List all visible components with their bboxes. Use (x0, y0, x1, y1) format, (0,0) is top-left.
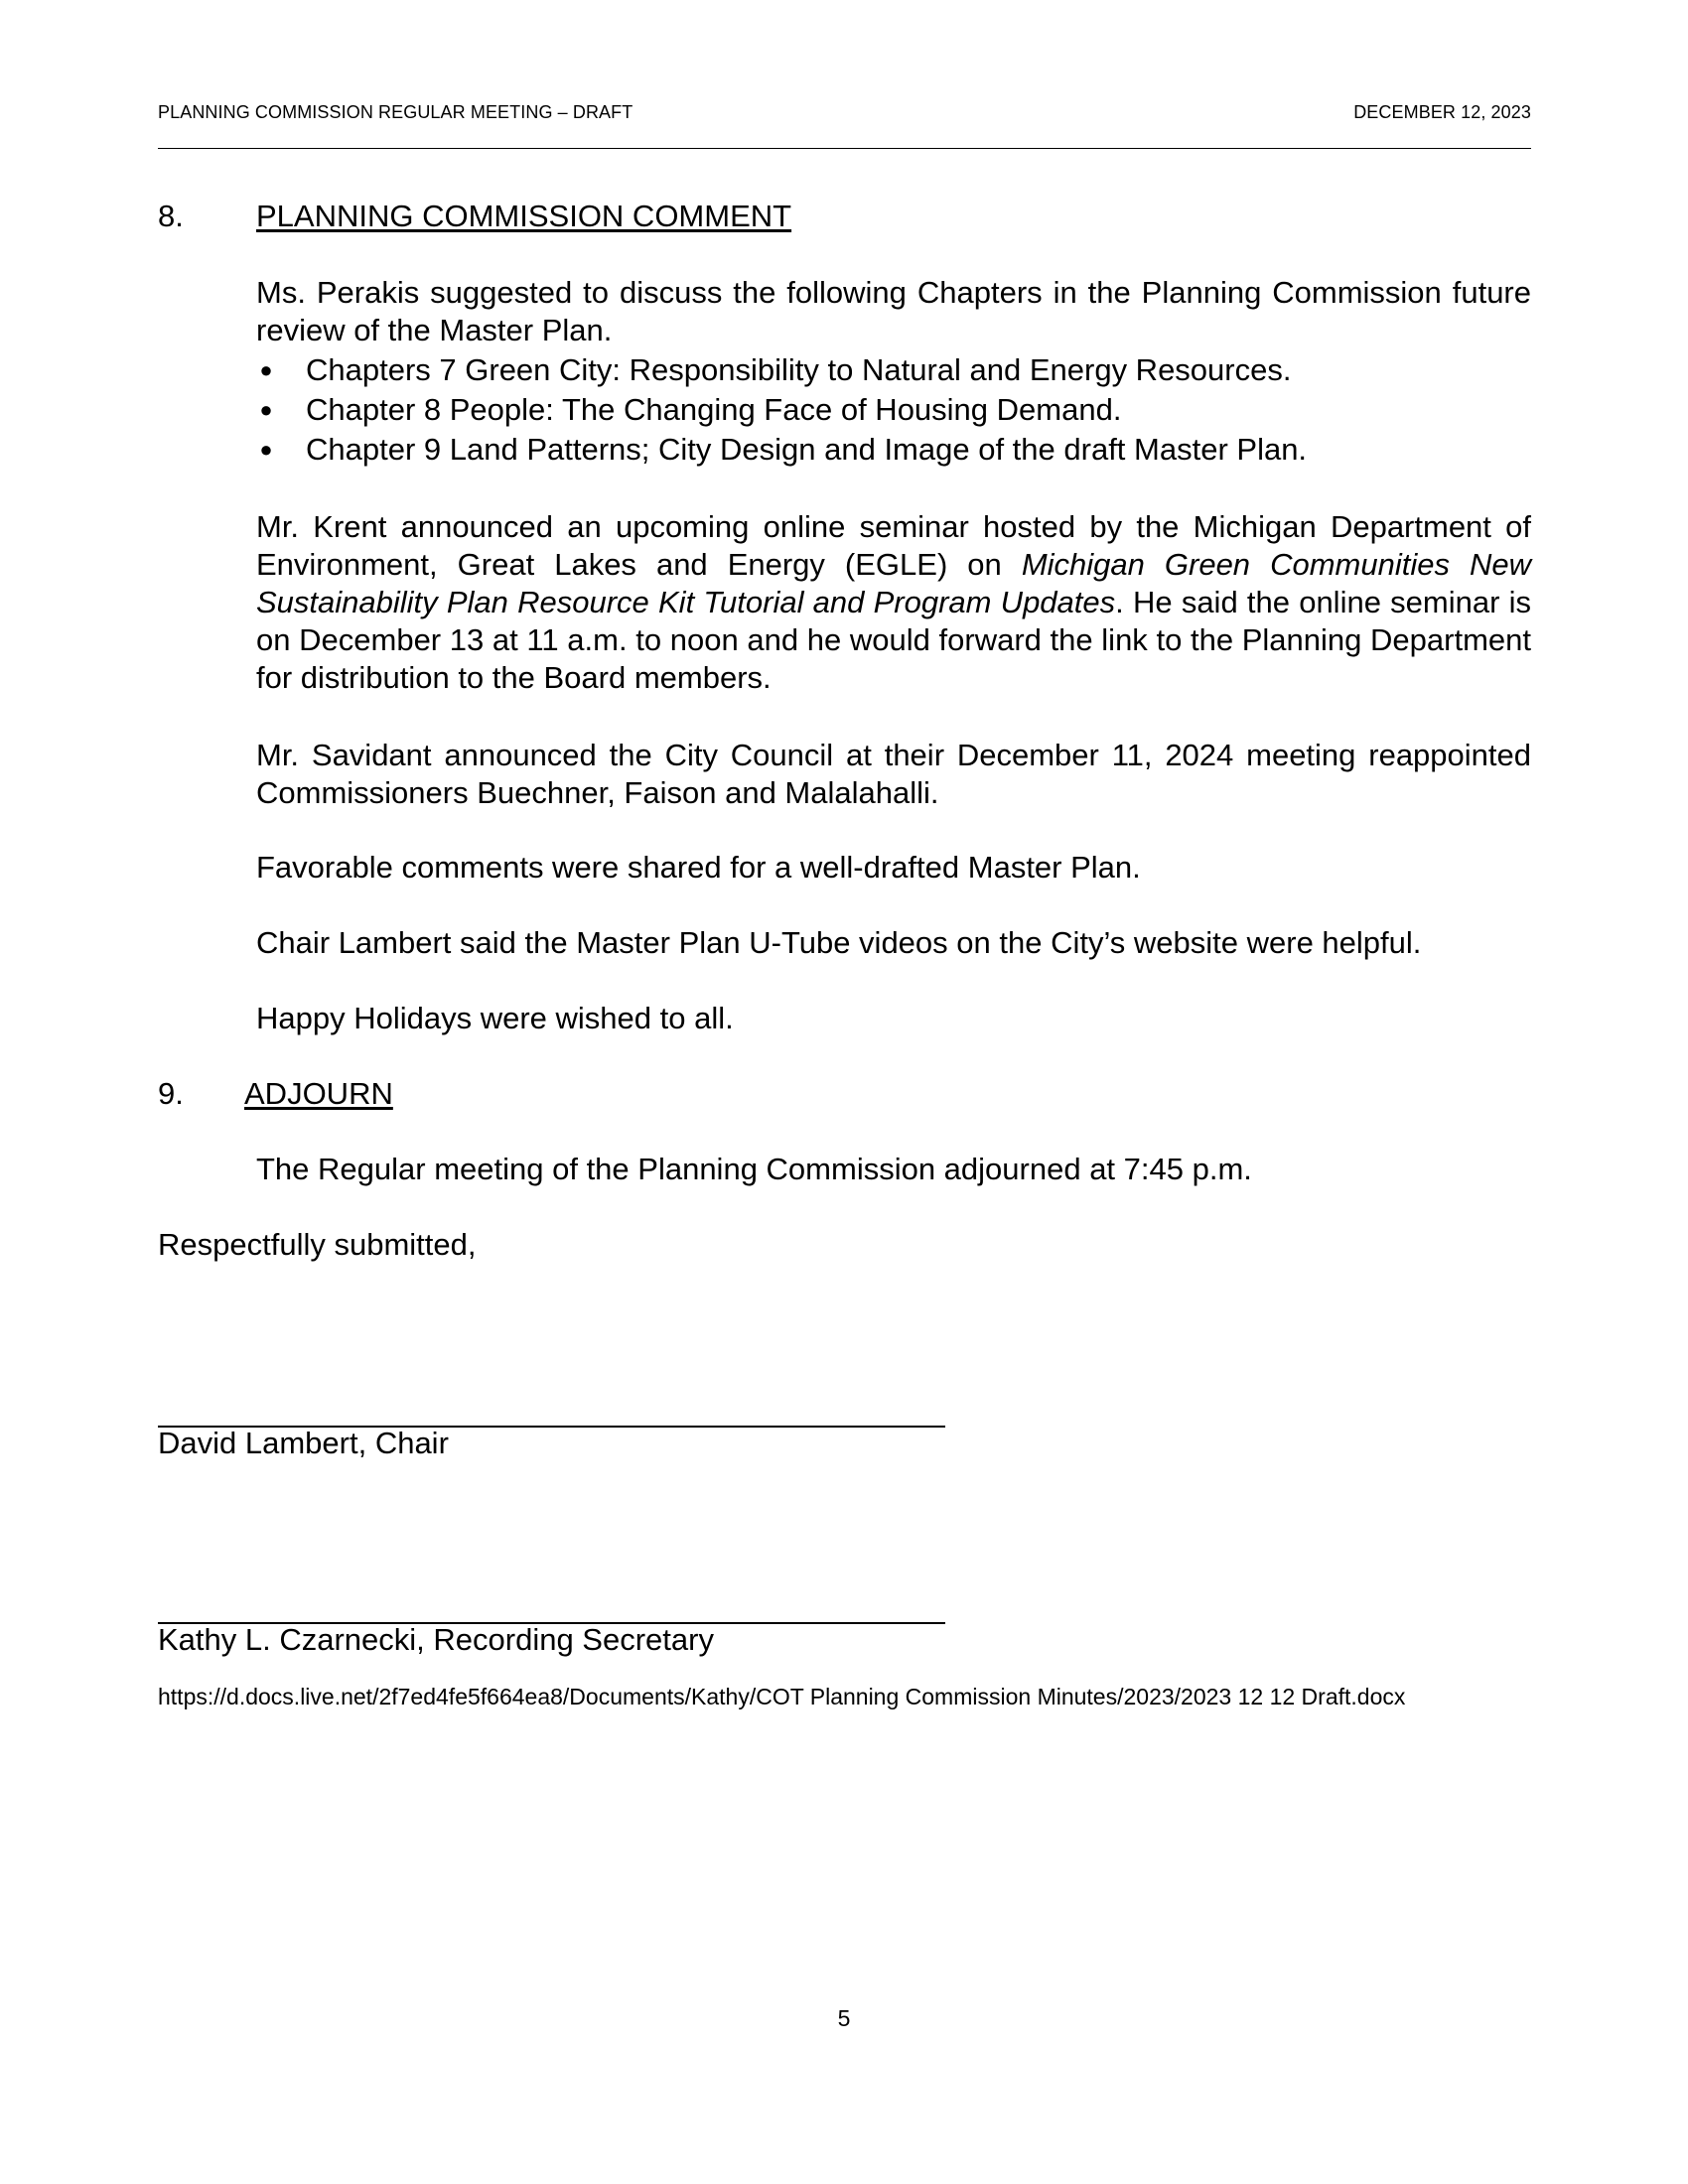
list-item (256, 390, 1531, 430)
section-8-number: 8. (158, 199, 184, 233)
closing-line: Respectfully submitted, (158, 1227, 477, 1262)
section-9-heading: ADJOURN (244, 1076, 393, 1111)
list-item-text: Chapters 7 Green City: Responsibility to Natural and Energy Resources. (306, 352, 1292, 387)
bullet-icon: ● (259, 357, 273, 382)
savidant-paragraph: Mr. Savidant announced the City Council at their December 11, 2024 meeting reappointed Commissioners Buechner, Faison and Malalahalli. (256, 738, 1531, 810)
section-8-heading: PLANNING COMMISSION COMMENT (256, 199, 792, 233)
signature-name-secretary: Kathy L. Czarnecki, Recording Secretary (158, 1622, 714, 1657)
perakis-paragraph: Ms. Perakis suggested to discuss the following Chapters in the Planning Commission future review of the Master Plan. (256, 275, 1531, 347)
holidays-comment: Happy Holidays were wished to all. (256, 1001, 734, 1035)
bullet-icon: ● (259, 437, 273, 462)
seminar-title: Michigan Green Communities New Sustainability Plan Resource Kit Tutorial and Program Updates (256, 547, 1531, 619)
list-item-text: Chapter 9 Land Patterns; City Design and Image of the draft Master Plan. (306, 432, 1308, 467)
file-path: https://d.docs.live.net/2f7ed4fe5f664ea8/Documents/Kathy/COT Planning Commission Minutes/2023/2023 12 12 Draft.docx (158, 1684, 1406, 1709)
header-divider (158, 148, 1531, 149)
bullet-icon: ● (259, 397, 273, 422)
chapter-list (256, 350, 1531, 470)
lambert-comment: Chair Lambert said the Master Plan U-Tube videos on the City’s website were helpful. (256, 925, 1422, 960)
list-item (256, 430, 1531, 470)
page-number: 5 (837, 2005, 851, 2031)
list-item (256, 350, 1531, 390)
header-title: PLANNING COMMISSION REGULAR MEETING – DRAFT (158, 102, 633, 122)
signature-name-chair: David Lambert, Chair (158, 1426, 449, 1460)
krent-text-end: . He said the online seminar is on December 13 at 11 a.m. to noon and he would forward the link to the Planning Department for distribution to the Board members. (256, 585, 1532, 695)
header-date: DECEMBER 12, 2023 (1353, 102, 1531, 122)
adjourn-text: The Regular meeting of the Planning Commission adjourned at 7:45 p.m. (256, 1152, 1252, 1186)
favorable-comments: Favorable comments were shared for a well-drafted Master Plan. (256, 850, 1141, 885)
section-9-number: 9. (158, 1076, 184, 1111)
list-item-text: Chapter 8 People: The Changing Face of Housing Demand. (306, 392, 1122, 427)
krent-paragraph (256, 508, 1531, 697)
krent-text-start: Mr. Krent announced an upcoming online seminar hosted by the Michigan Department of Environment, Great Lakes and Energy (EGLE) on (256, 509, 1531, 582)
